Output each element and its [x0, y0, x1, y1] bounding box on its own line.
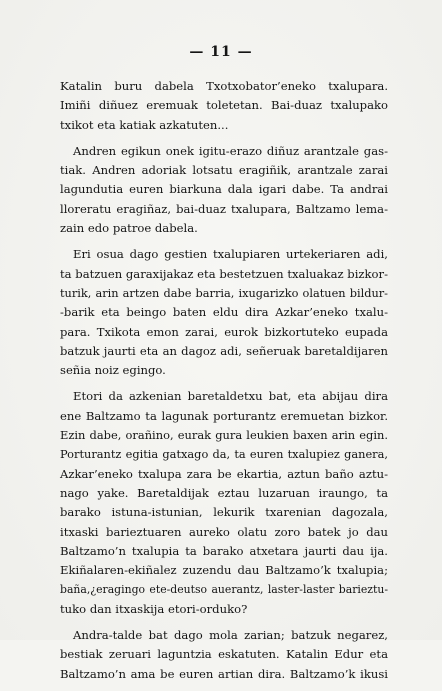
page-number: — 11 —	[189, 44, 253, 60]
text-line: barako istuna-istunian, lekurik txarenian dagozala,	[60, 505, 388, 520]
paragraph-4	[60, 387, 388, 619]
text-line: señia noiz egingo.	[60, 363, 166, 378]
text-line: Etori da azkenian baretaldetxu bat, eta abijau dira	[73, 389, 388, 404]
text-line: Andra-talde bat dago mola zarian; batzuk negarez,	[73, 628, 388, 643]
text-line: nago yake. Baretaldijak eztau luzaruan iraungo, ta	[60, 485, 388, 500]
text-line: Porturantz egitia gatxago da, ta euren txalupiez ganera,	[60, 447, 388, 462]
text-line: txikot eta katiak azkatuten...	[60, 117, 229, 132]
text-line: lagundutia euren biarkuna dala igari dabe. Ta andrai	[60, 182, 388, 197]
text-line: baña,¿eragingo ete-deutso auerantz, laster-laster barieztu-	[60, 583, 388, 597]
text-line: Katalin buru dabela Txotxobator’eneko txalupara.	[60, 79, 388, 93]
body-text	[60, 77, 388, 691]
paragraph-2	[60, 142, 388, 238]
text-line: tuko dan itxaskija etori-orduko?	[60, 601, 248, 616]
text-line: para. Txikota emon zarai, eurok bizkortuteko eupada	[60, 324, 388, 339]
text-line: lloreratu eragiñaz, bai-duaz txalupara, Baltzamo lema-	[60, 201, 388, 216]
text-line: ta batzuen garaxijakaz eta bestetzuen txaluakaz bizkor-	[60, 266, 388, 281]
text-line: -barik eta beingo baten eldu dira Azkar’eneko txalu-	[60, 305, 388, 320]
text-line: Baltzamo’n ama be euren artian dira. Baltzamo’k ikusi	[60, 666, 388, 681]
text-line: Andren egikun onek igitu-erazo diñuz arantzale gas-	[73, 143, 388, 158]
paragraph-1	[60, 77, 388, 135]
paragraph-5	[60, 626, 388, 684]
text-line: zain edo patroe dabela.	[60, 221, 198, 236]
text-line: Baltzamo’n txalupia ta barako atxetara jaurti dau ija.	[60, 543, 388, 558]
text-line: Ezin dabe, orañino, eurak gura leukien baxen arin egin.	[60, 428, 388, 443]
text-line: Ekiñalaren-ekiñalez zuzendu dau Baltzamo’k txalupia;	[60, 563, 388, 578]
text-line: tiak. Andren adoriak lotsatu eragiñik, arantzale zarai	[60, 163, 388, 178]
text-line: Imiñi diñuez eremuak toletetan. Bai-duaz txalupako	[60, 98, 388, 113]
text-line: batzuk jaurti eta an dagoz adi, señeruak baretaldijaren	[60, 343, 388, 358]
text-line: bestiak zeruari laguntzia eskatuten. Katalin Edur eta	[60, 647, 388, 662]
text-line: ene Baltzamo ta lagunak porturantz eremuetan bizkor.	[60, 408, 388, 423]
text-line: turik, arin artzen dabe barria, ixugarizko olatuen bildur-	[60, 285, 388, 300]
paragraph-3	[60, 245, 388, 380]
text-line: itxaski barieztuaren aureko olatu zoro batek jo dau	[60, 524, 388, 539]
text-line: Eri osua dago gestien txalupiaren urtekeriaren adi,	[73, 247, 388, 262]
text-line: Azkar’eneko txalupa zara be ekartia, aztun baño aztu-	[60, 466, 388, 481]
